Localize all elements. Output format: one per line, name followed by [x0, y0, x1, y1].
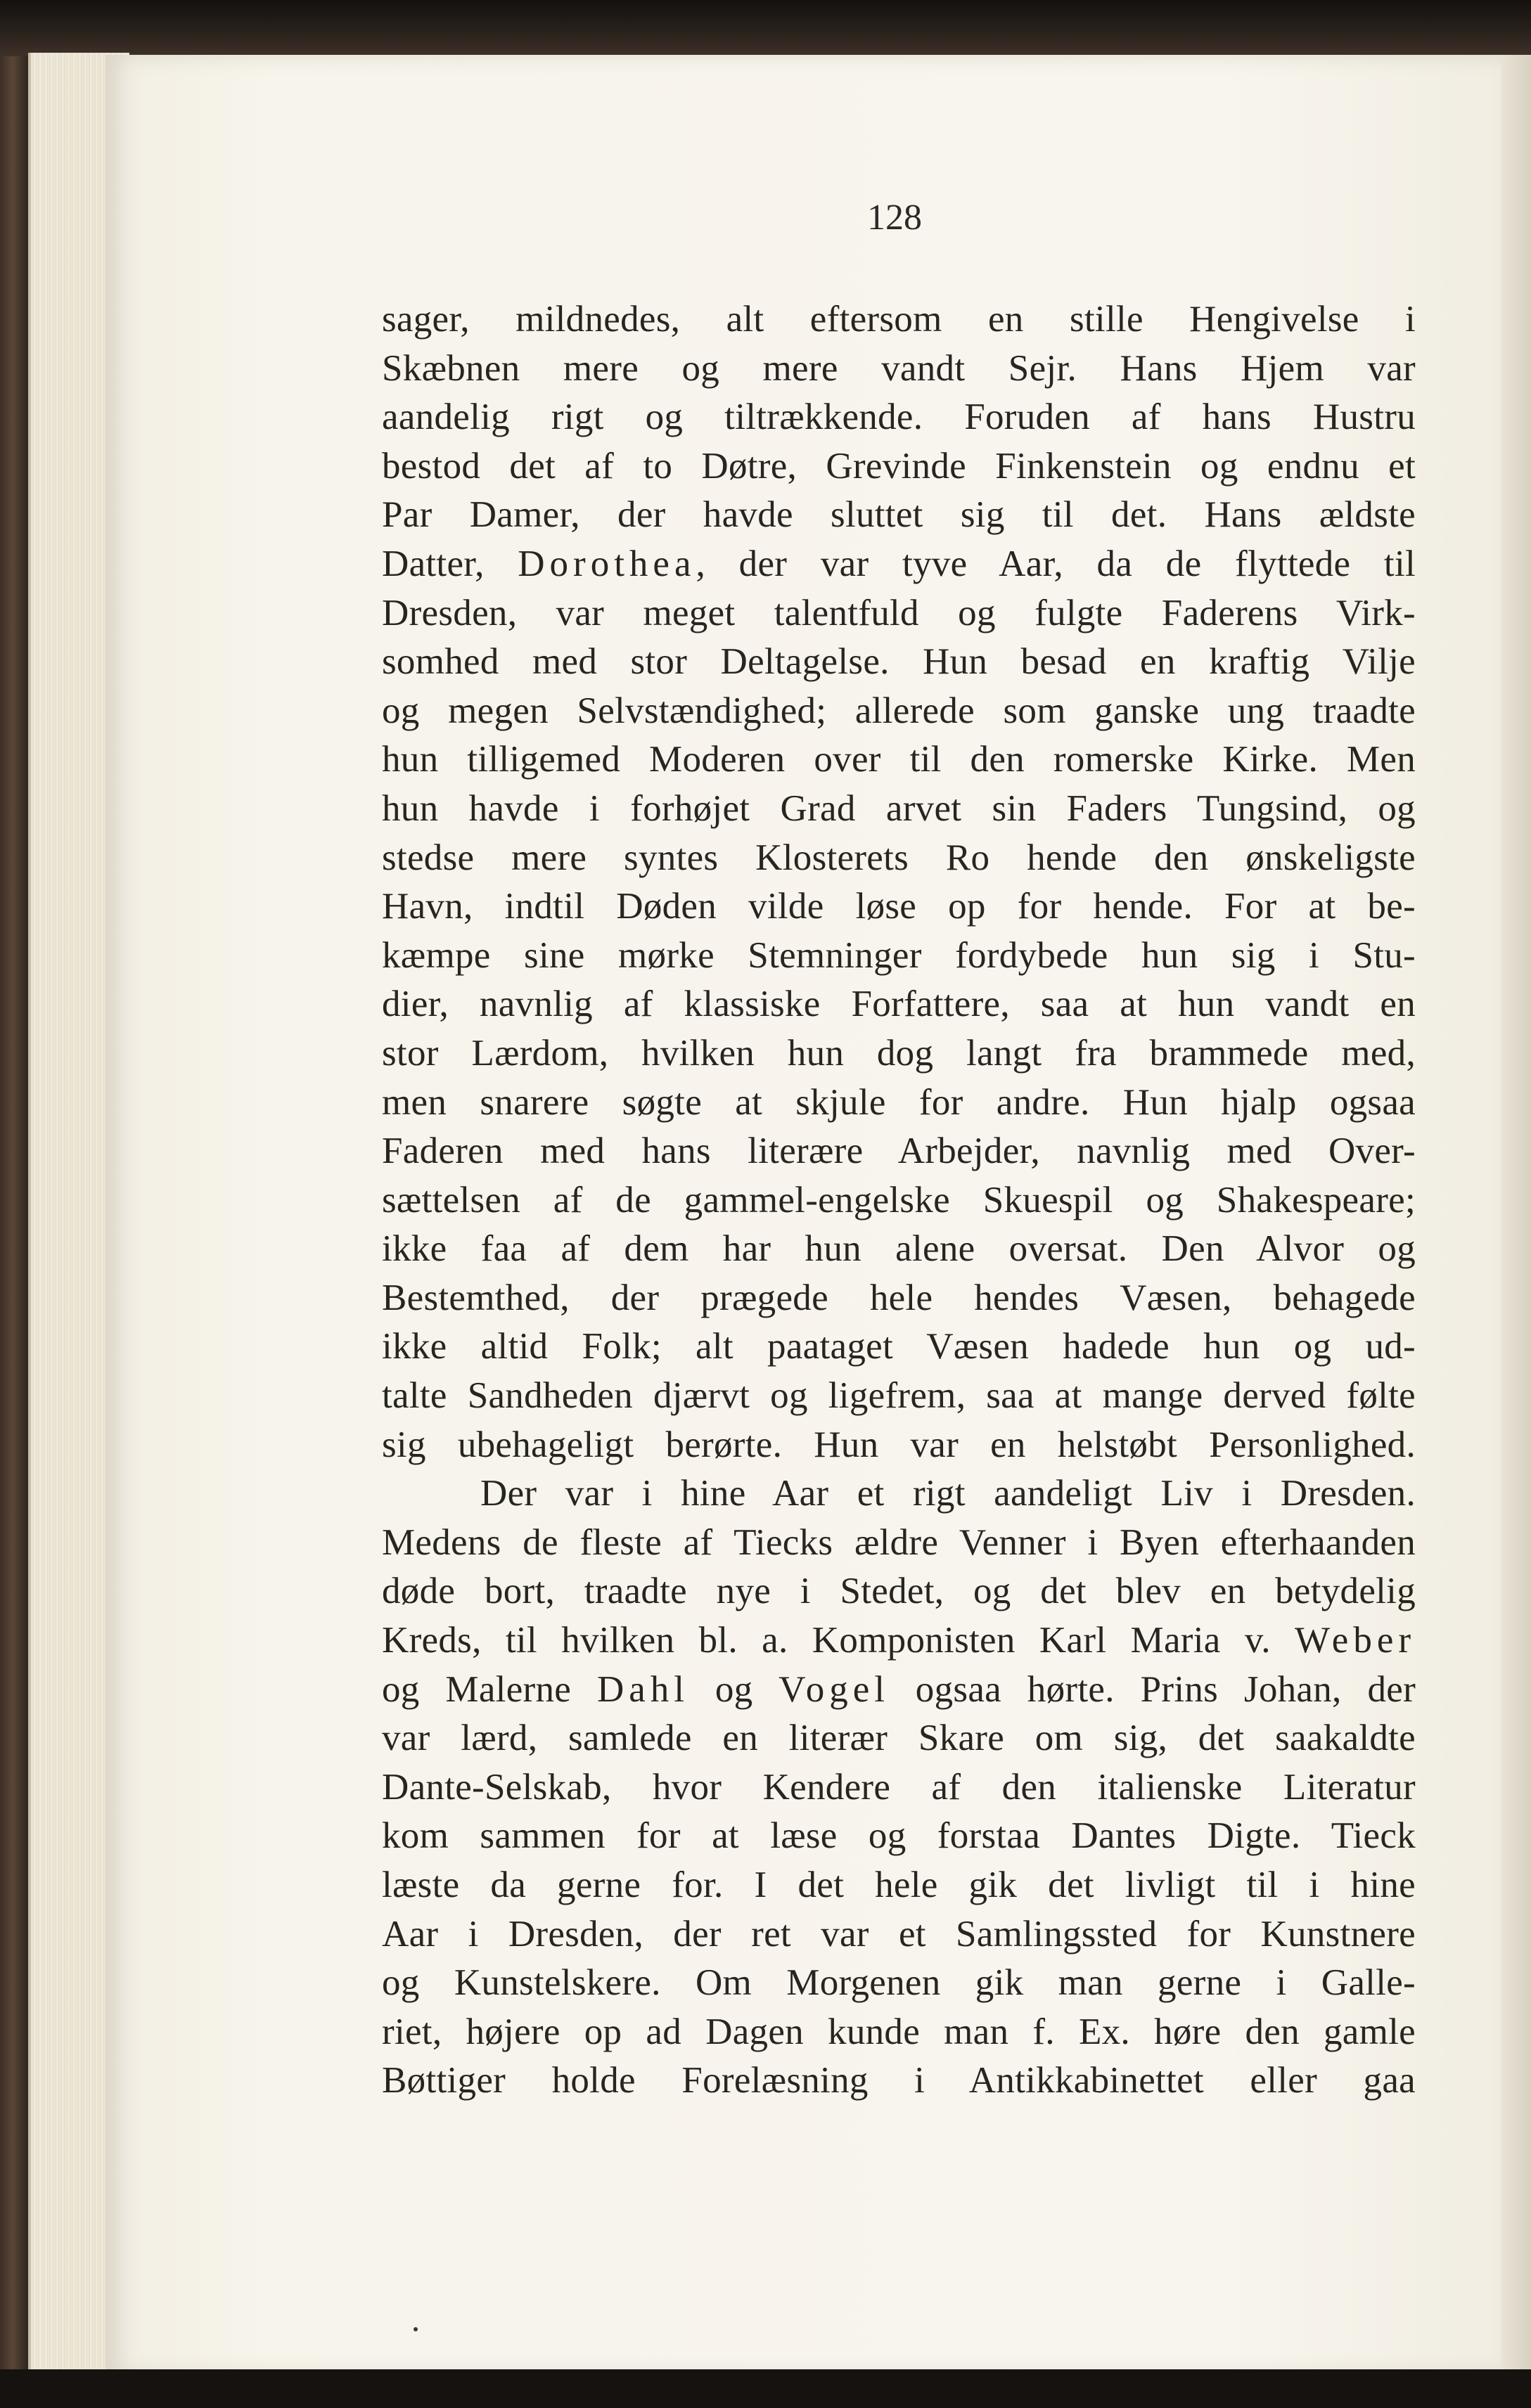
text-line: og megen Selvstændighed; allerede som ganske ung traadte [382, 690, 1416, 731]
text-segment: , der var tyve Aar, da de flyttede til [696, 543, 1416, 584]
text-line: kæmpe sine mørke Stemninger fordybede hun sig i Stu- [382, 934, 1416, 976]
text-line: men snarere søgte at skjule for andre. Hun hjalp ogsaa [382, 1081, 1416, 1123]
text-line: Dante-Selskab, hvor Kendere af den italienske Literatur [382, 1766, 1416, 1808]
text-segment: Kreds, til hvilken bl. a. Komponisten Karl Maria v. [382, 1620, 1295, 1661]
text-line: hun havde i forhøjet Grad arvet sin Faders Tungsind, og [382, 787, 1416, 829]
name-dorothea: Dorothea [518, 543, 696, 584]
text-line: kom sammen for at læse og forstaa Dantes Digte. Tieck [382, 1815, 1416, 1857]
text-line [382, 1616, 1416, 1666]
name-vogel: Vogel [779, 1668, 890, 1710]
text-line: Medens de fleste af Tiecks ældre Venner i Byen efterhaanden [382, 1521, 1416, 1563]
text-line: aandelig rigt og tiltrækkende. Foruden af hans Hustru [382, 397, 1416, 438]
text-segment: og Malerne [382, 1668, 597, 1710]
text-line: somhed med stor Deltagelse. Hun besad en kraftig Vilje [382, 641, 1416, 683]
name-weber: Weber [1295, 1620, 1416, 1661]
text-line: Skæbnen mere og mere vandt Sejr. Hans Hjem var [382, 347, 1416, 389]
text-line: dier, navnlig af klassiske Forfattere, saa at hun vandt en [382, 984, 1416, 1025]
text-line: og Kunstelskere. Om Morgenen gik man gerne i Galle- [382, 1962, 1416, 2004]
text-line: hun tilligemed Moderen over til den romerske Kirke. Men [382, 739, 1416, 780]
text-line: sager, mildnedes, alt eftersom en stille Hengivelse i [382, 299, 1416, 340]
text-line: Havn, indtil Døden vilde løse op for hende. For at be- [382, 886, 1416, 927]
name-dahl: Dahl [596, 1668, 689, 1710]
text-line: sættelsen af de gammel-engelske Skuespil og Shakespeare; [382, 1179, 1416, 1221]
text-segment: ogsaa hørte. Prins Johan, der [889, 1668, 1416, 1710]
text-line [382, 540, 1416, 589]
text-line: stor Lærdom, hvilken hun dog langt fra brammede med, [382, 1032, 1416, 1074]
paper-speck [414, 2327, 418, 2331]
text-line [382, 1666, 1416, 1715]
paragraph-start-line: Der var i hine Aar et rigt aandeligt Liv i Dresden. [480, 1473, 1416, 1514]
text-line: døde bort, traadte nye i Stedet, og det blev en betydelig [382, 1571, 1416, 1612]
text-line: var lærd, samlede en literær Skare om sig, det saakaldte [382, 1718, 1416, 1759]
text-line: Bøttiger holde Forelæsning i Antikkabinettet eller gaa [382, 2060, 1416, 2101]
text-line: ikke altid Folk; alt paataget Væsen hadede hun og ud- [382, 1326, 1416, 1367]
text-line: talte Sandheden djærvt og ligefrem, saa at mange derved følte [382, 1375, 1416, 1417]
page-number: 128 [867, 198, 922, 238]
text-line: Faderen med hans literære Arbejder, navnlig med Over- [382, 1131, 1416, 1172]
scan-bottom-edge [0, 2369, 1531, 2408]
text-line: riet, højere op ad Dagen kunde man f. Ex. høre den gamle [382, 2011, 1416, 2052]
text-line: stedse mere syntes Klosterets Ro hende den ønskeligste [382, 837, 1416, 878]
text-line: Aar i Dresden, der ret var et Samlingssted for Kunstnere [382, 1913, 1416, 1955]
text-line: Bestemthed, der prægede hele hendes Væsen, behagede [382, 1277, 1416, 1318]
text-segment: og [688, 1668, 779, 1710]
text-line: Par Damer, der havde sluttet sig til det. Hans ældste [382, 494, 1416, 536]
text-line: læste da gerne for. I det hele gik det livligt til i hine [382, 1865, 1416, 1905]
text-line: ikke faa af dem har hun alene oversat. Den Alvor og [382, 1228, 1416, 1270]
scan-top-edge [0, 0, 1531, 56]
page-right-edge [1501, 55, 1531, 2375]
text-line: sig ubehageligt berørte. Hun var en helstøbt Personlighed. [382, 1424, 1416, 1465]
text-line: bestod det af to Døtre, Grevinde Finkenstein og endnu et [382, 445, 1416, 487]
body-text [382, 295, 1416, 2106]
text-line: Dresden, var meget talentfuld og fulgte Faderens Virk- [382, 592, 1416, 633]
text-segment: Datter, [382, 543, 518, 584]
